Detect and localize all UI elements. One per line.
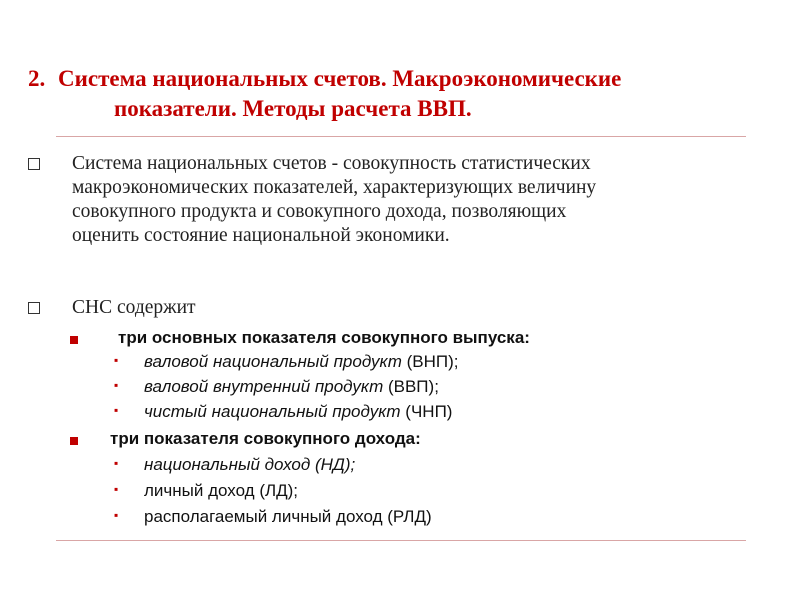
title-line-2: показатели. Методы расчета ВВП. bbox=[114, 96, 472, 121]
bottom-divider bbox=[56, 540, 746, 541]
top-divider bbox=[56, 136, 746, 137]
item-italic: чистый национальный продукт bbox=[144, 402, 401, 421]
checkbox-outline-icon bbox=[28, 302, 40, 314]
red-square-icon bbox=[70, 437, 78, 445]
checkbox-outline-icon bbox=[28, 158, 40, 170]
red-square-icon bbox=[70, 336, 78, 344]
item-italic: валовой внутренний продукт bbox=[144, 377, 384, 396]
item-plain: (ЧНП) bbox=[400, 402, 453, 421]
group-income-heading: три показателя совокупного дохода: bbox=[110, 429, 421, 448]
title-number: 2. bbox=[28, 66, 46, 91]
definition-line: Система национальных счетов - совокупность статистических bbox=[72, 153, 591, 174]
red-diamond-icon: ▪ bbox=[114, 456, 119, 470]
red-diamond-icon: ▪ bbox=[114, 508, 119, 522]
title-line-1: Система национальных счетов. Макроэкономические bbox=[58, 66, 622, 91]
definition-line: оценить состояние национальной экономики. bbox=[72, 225, 450, 246]
item-italic: валовой национальный продукт bbox=[144, 352, 402, 371]
item-plain: личный доход (ЛД); bbox=[144, 481, 299, 500]
group-output-heading: три основных показателя совокупного выпуска: bbox=[118, 328, 530, 347]
sns-contains-text: СНС содержит bbox=[72, 297, 196, 318]
definition-line: совокупного продукта и совокупного дохода, позволяющих bbox=[72, 201, 567, 222]
red-diamond-icon: ▪ bbox=[114, 353, 119, 367]
item-plain: располагаемый личный доход (РЛД) bbox=[144, 507, 432, 526]
definition-line: макроэкономических показателей, характеризующих величину bbox=[72, 177, 597, 198]
red-diamond-icon: ▪ bbox=[114, 482, 119, 496]
item-italic: национальный доход (НД); bbox=[144, 455, 356, 474]
red-diamond-icon: ▪ bbox=[114, 378, 119, 392]
red-diamond-icon: ▪ bbox=[114, 403, 119, 417]
item-plain: (ВВП); bbox=[383, 377, 439, 396]
item-plain: (ВНП); bbox=[401, 352, 459, 371]
